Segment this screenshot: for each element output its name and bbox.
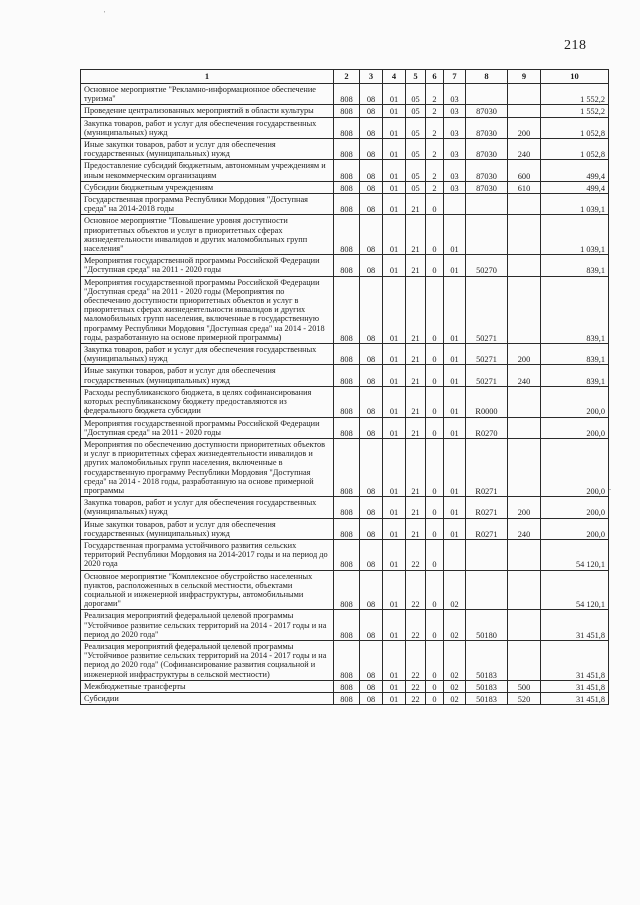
code-section-cell: 08: [360, 610, 383, 641]
table-row: [81, 610, 609, 641]
code-subsection-cell: 01: [383, 344, 406, 365]
code-activity-cell: 02: [444, 640, 466, 680]
code-subsection-cell: 01: [383, 181, 406, 193]
table-row: [81, 194, 609, 215]
code-expense-type-cell: [508, 570, 541, 610]
row-name-cell: Основное мероприятие "Повышение уровня доступности приоритетных объектов и услуг в приоритетных сферах жизнедеятельности инвалидов и других маломобильных групп населения": [81, 215, 334, 255]
code-direction-cell: 50271: [466, 344, 508, 365]
code-ministry-cell: 808: [334, 680, 360, 692]
header-col-9: 9: [508, 70, 541, 84]
row-name-cell: Иные закупки товаров, работ и услуг для обеспечения государственных (муниципальных) нужд: [81, 365, 334, 386]
code-ministry-cell: 808: [334, 640, 360, 680]
code-expense-type-cell: [508, 194, 541, 215]
code-subsection-cell: 01: [383, 117, 406, 138]
code-subprogram-cell: 0: [426, 610, 444, 641]
code-program-cell: 22: [406, 539, 426, 570]
code-activity-cell: 01: [444, 344, 466, 365]
header-col-5: 5: [406, 70, 426, 84]
header-col-3: 3: [360, 70, 383, 84]
table-row: [81, 518, 609, 539]
code-subsection-cell: 01: [383, 497, 406, 518]
code-expense-type-cell: [508, 539, 541, 570]
table-row: [81, 539, 609, 570]
code-section-cell: 08: [360, 344, 383, 365]
row-name-cell: Основное мероприятие "Рекламно-информационное обеспечение туризма": [81, 84, 334, 105]
amount-cell: 1 552,2: [541, 105, 609, 117]
code-direction-cell: [466, 194, 508, 215]
code-ministry-cell: 808: [334, 518, 360, 539]
code-subprogram-cell: 0: [426, 194, 444, 215]
budget-table: [80, 69, 609, 705]
row-name-cell: Иные закупки товаров, работ и услуг для обеспечения государственных (муниципальных) нужд: [81, 518, 334, 539]
code-subsection-cell: 01: [383, 194, 406, 215]
code-section-cell: 08: [360, 539, 383, 570]
code-subprogram-cell: 0: [426, 570, 444, 610]
code-expense-type-cell: 200: [508, 497, 541, 518]
code-program-cell: 05: [406, 84, 426, 105]
row-name-cell: Государственная программа устойчивого развития сельских территорий Республики Мордовия на 2014-2017 годы и на период до 2020 года: [81, 539, 334, 570]
amount-cell: 200,0: [541, 438, 609, 496]
code-subprogram-cell: 0: [426, 518, 444, 539]
code-ministry-cell: 808: [334, 497, 360, 518]
code-section-cell: 08: [360, 139, 383, 160]
code-subprogram-cell: 0: [426, 640, 444, 680]
code-program-cell: 21: [406, 386, 426, 417]
code-program-cell: 22: [406, 680, 426, 692]
amount-cell: 31 451,8: [541, 610, 609, 641]
code-subsection-cell: 01: [383, 438, 406, 496]
code-program-cell: 21: [406, 365, 426, 386]
row-name-cell: Закупка товаров, работ и услуг для обеспечения государственных (муниципальных) нужд: [81, 497, 334, 518]
code-expense-type-cell: [508, 640, 541, 680]
table-row: [81, 181, 609, 193]
row-name-cell: Реализация мероприятий федеральной целевой программы "Устойчивое развитие сельских территорий на 2014 - 2017 годы и на период до 2020 года": [81, 610, 334, 641]
code-activity-cell: 02: [444, 692, 466, 704]
code-program-cell: 21: [406, 438, 426, 496]
scan-dot: .: [609, 483, 611, 492]
code-program-cell: 21: [406, 194, 426, 215]
code-section-cell: 08: [360, 518, 383, 539]
code-subprogram-cell: 0: [426, 692, 444, 704]
code-section-cell: 08: [360, 438, 383, 496]
row-name-cell: Реализация мероприятий федеральной целевой программы "Устойчивое развитие сельских территорий на 2014 - 2017 годы и на период до 2020 года" (Софинансирование развития социальной и инженерной инфраструктуры в сельской местности): [81, 640, 334, 680]
table-row: [81, 438, 609, 496]
code-subprogram-cell: 0: [426, 386, 444, 417]
code-ministry-cell: 808: [334, 194, 360, 215]
code-program-cell: 22: [406, 640, 426, 680]
amount-cell: 200,0: [541, 518, 609, 539]
code-section-cell: 08: [360, 255, 383, 276]
table-header-row: [81, 70, 609, 84]
code-activity-cell: 01: [444, 215, 466, 255]
code-ministry-cell: 808: [334, 610, 360, 641]
code-expense-type-cell: 610: [508, 181, 541, 193]
code-subprogram-cell: 0: [426, 255, 444, 276]
code-expense-type-cell: 240: [508, 365, 541, 386]
code-section-cell: 08: [360, 570, 383, 610]
header-col-6: 6: [426, 70, 444, 84]
table-row: [81, 692, 609, 704]
code-program-cell: 21: [406, 276, 426, 343]
code-subprogram-cell: 0: [426, 438, 444, 496]
amount-cell: 200,0: [541, 386, 609, 417]
code-subsection-cell: 01: [383, 215, 406, 255]
code-direction-cell: 50183: [466, 640, 508, 680]
table-row: [81, 680, 609, 692]
code-ministry-cell: 808: [334, 139, 360, 160]
code-section-cell: 08: [360, 194, 383, 215]
code-ministry-cell: 808: [334, 539, 360, 570]
code-ministry-cell: 808: [334, 438, 360, 496]
code-direction-cell: [466, 84, 508, 105]
code-section-cell: 08: [360, 160, 383, 181]
code-ministry-cell: 808: [334, 276, 360, 343]
code-subsection-cell: 01: [383, 84, 406, 105]
code-subprogram-cell: 0: [426, 276, 444, 343]
code-expense-type-cell: 200: [508, 117, 541, 138]
row-name-cell: Мероприятия государственной программы Российской Федерации "Доступная среда" на 2011 - 2020 годы: [81, 255, 334, 276]
code-program-cell: 22: [406, 570, 426, 610]
code-subprogram-cell: 2: [426, 139, 444, 160]
code-ministry-cell: 808: [334, 84, 360, 105]
code-activity-cell: 01: [444, 417, 466, 438]
code-ministry-cell: 808: [334, 181, 360, 193]
code-subsection-cell: 01: [383, 365, 406, 386]
amount-cell: 200,0: [541, 497, 609, 518]
code-activity-cell: 03: [444, 117, 466, 138]
code-ministry-cell: 808: [334, 215, 360, 255]
header-col-2: 2: [334, 70, 360, 84]
table-row: [81, 84, 609, 105]
code-activity-cell: 01: [444, 365, 466, 386]
code-subprogram-cell: 2: [426, 105, 444, 117]
row-name-cell: Межбюджетные трансферты: [81, 680, 334, 692]
code-ministry-cell: 808: [334, 344, 360, 365]
table-row: [81, 105, 609, 117]
code-activity-cell: 03: [444, 181, 466, 193]
header-col-1: 1: [81, 70, 334, 84]
amount-cell: 839,1: [541, 255, 609, 276]
table-row: [81, 139, 609, 160]
code-activity-cell: [444, 194, 466, 215]
code-program-cell: 21: [406, 497, 426, 518]
code-subprogram-cell: 0: [426, 365, 444, 386]
code-subsection-cell: 01: [383, 160, 406, 181]
code-activity-cell: 02: [444, 680, 466, 692]
scan-mark: ': [104, 10, 106, 18]
table-row: [81, 417, 609, 438]
code-activity-cell: 02: [444, 570, 466, 610]
row-name-cell: Мероприятия по обеспечению доступности приоритетных объектов и услуг в приоритетных сферах жизнедеятельности инвалидов и других маломобильных групп населения, включенные в государственную программу Республики Мордовия "Доступная среда" на 2014 - 2018 годы, разработанную на основе примерной программы: [81, 438, 334, 496]
table-row: [81, 117, 609, 138]
code-direction-cell: 87030: [466, 117, 508, 138]
code-subprogram-cell: 2: [426, 181, 444, 193]
amount-cell: 31 451,8: [541, 692, 609, 704]
amount-cell: 200,0: [541, 417, 609, 438]
code-program-cell: 22: [406, 692, 426, 704]
code-section-cell: 08: [360, 215, 383, 255]
table-row: [81, 160, 609, 181]
amount-cell: 1 052,8: [541, 117, 609, 138]
header-col-8: 8: [466, 70, 508, 84]
code-subsection-cell: 01: [383, 692, 406, 704]
code-direction-cell: [466, 539, 508, 570]
row-name-cell: Государственная программа Республики Мордовия "Доступная среда" на 2014-2018 годы: [81, 194, 334, 215]
code-program-cell: 21: [406, 215, 426, 255]
code-activity-cell: 01: [444, 386, 466, 417]
code-subprogram-cell: 0: [426, 417, 444, 438]
code-subsection-cell: 01: [383, 386, 406, 417]
code-direction-cell: 50271: [466, 365, 508, 386]
code-section-cell: 08: [360, 386, 383, 417]
page-number: 218: [564, 38, 587, 53]
code-direction-cell: 50183: [466, 692, 508, 704]
code-section-cell: 08: [360, 365, 383, 386]
code-direction-cell: R0271: [466, 497, 508, 518]
row-name-cell: Закупка товаров, работ и услуг для обеспечения государственных (муниципальных) нужд: [81, 117, 334, 138]
code-subsection-cell: 01: [383, 255, 406, 276]
code-section-cell: 08: [360, 117, 383, 138]
code-direction-cell: 50271: [466, 276, 508, 343]
code-section-cell: 08: [360, 181, 383, 193]
code-program-cell: 05: [406, 105, 426, 117]
code-direction-cell: [466, 215, 508, 255]
code-direction-cell: R0271: [466, 438, 508, 496]
code-activity-cell: 01: [444, 438, 466, 496]
code-subsection-cell: 01: [383, 680, 406, 692]
code-subprogram-cell: 2: [426, 117, 444, 138]
code-expense-type-cell: 240: [508, 518, 541, 539]
code-ministry-cell: 808: [334, 417, 360, 438]
code-ministry-cell: 808: [334, 692, 360, 704]
code-section-cell: 08: [360, 680, 383, 692]
table-row: [81, 640, 609, 680]
table-row: [81, 215, 609, 255]
code-direction-cell: 87030: [466, 181, 508, 193]
code-expense-type-cell: [508, 105, 541, 117]
table-row: [81, 255, 609, 276]
code-expense-type-cell: [508, 276, 541, 343]
code-program-cell: 21: [406, 518, 426, 539]
code-ministry-cell: 808: [334, 160, 360, 181]
code-expense-type-cell: [508, 255, 541, 276]
row-name-cell: Иные закупки товаров, работ и услуг для обеспечения государственных (муниципальных) нужд: [81, 139, 334, 160]
code-direction-cell: 50270: [466, 255, 508, 276]
code-expense-type-cell: 500: [508, 680, 541, 692]
code-direction-cell: 87030: [466, 160, 508, 181]
header-col-4: 4: [383, 70, 406, 84]
code-section-cell: 08: [360, 640, 383, 680]
code-section-cell: 08: [360, 497, 383, 518]
code-section-cell: 08: [360, 84, 383, 105]
amount-cell: 31 451,8: [541, 680, 609, 692]
row-name-cell: Проведение централизованных мероприятий в области культуры: [81, 105, 334, 117]
code-expense-type-cell: [508, 610, 541, 641]
code-ministry-cell: 808: [334, 255, 360, 276]
table-row: [81, 386, 609, 417]
table-row: [81, 344, 609, 365]
row-name-cell: Мероприятия государственной программы Российской Федерации "Доступная среда" на 2011 - 2020 годы: [81, 417, 334, 438]
amount-cell: 499,4: [541, 160, 609, 181]
code-section-cell: 08: [360, 692, 383, 704]
code-subsection-cell: 01: [383, 570, 406, 610]
code-direction-cell: 87030: [466, 139, 508, 160]
table-row: [81, 276, 609, 343]
code-activity-cell: 01: [444, 497, 466, 518]
amount-cell: 839,1: [541, 365, 609, 386]
code-activity-cell: 01: [444, 518, 466, 539]
code-subprogram-cell: 2: [426, 84, 444, 105]
amount-cell: 1 552,2: [541, 84, 609, 105]
code-activity-cell: [444, 539, 466, 570]
code-direction-cell: [466, 570, 508, 610]
amount-cell: 1 039,1: [541, 215, 609, 255]
code-activity-cell: 02: [444, 610, 466, 641]
code-program-cell: 05: [406, 160, 426, 181]
code-program-cell: 05: [406, 117, 426, 138]
code-program-cell: 22: [406, 610, 426, 641]
table-row: [81, 497, 609, 518]
code-expense-type-cell: [508, 438, 541, 496]
code-expense-type-cell: [508, 215, 541, 255]
code-program-cell: 05: [406, 139, 426, 160]
code-subsection-cell: 01: [383, 276, 406, 343]
code-subprogram-cell: 2: [426, 160, 444, 181]
amount-cell: 1 039,1: [541, 194, 609, 215]
code-subsection-cell: 01: [383, 539, 406, 570]
header-col-7: 7: [444, 70, 466, 84]
row-name-cell: Расходы республиканского бюджета, в целях софинансирования которых республиканскому бюджету предоставляются из федерального бюджета субсидии: [81, 386, 334, 417]
code-subprogram-cell: 0: [426, 680, 444, 692]
code-section-cell: 08: [360, 105, 383, 117]
code-expense-type-cell: 520: [508, 692, 541, 704]
table-row: [81, 365, 609, 386]
code-subprogram-cell: 0: [426, 344, 444, 365]
code-subprogram-cell: 0: [426, 539, 444, 570]
code-section-cell: 08: [360, 276, 383, 343]
code-direction-cell: R0271: [466, 518, 508, 539]
code-subsection-cell: 01: [383, 610, 406, 641]
code-expense-type-cell: [508, 386, 541, 417]
code-program-cell: 21: [406, 344, 426, 365]
code-ministry-cell: 808: [334, 365, 360, 386]
code-subsection-cell: 01: [383, 139, 406, 160]
row-name-cell: Мероприятия государственной программы Российской Федерации "Доступная среда" на 2011 - 2020 годы (Мероприятия по обеспечению доступности приоритетных объектов и услуг в приоритетных сферах жизнедеятельности инвалидов и других маломобильных групп населения, включенные в государственную программу Республики Мордовия "Доступная среда" на 2014 - 2018 годы, разработанную на основе примерной программы): [81, 276, 334, 343]
row-name-cell: Основное мероприятие "Комплексное обустройство населенных пунктов, расположенных в сельской местности, объектами социальной и инженерной инфраструктуры, автомобильными дорогами": [81, 570, 334, 610]
row-name-cell: Предоставление субсидий бюджетным, автономным учреждениям и иным некоммерческим организациям: [81, 160, 334, 181]
header-col-10: 10: [541, 70, 609, 84]
amount-cell: 839,1: [541, 344, 609, 365]
code-activity-cell: 01: [444, 276, 466, 343]
code-direction-cell: 87030: [466, 105, 508, 117]
amount-cell: 839,1: [541, 276, 609, 343]
code-subsection-cell: 01: [383, 518, 406, 539]
code-ministry-cell: 808: [334, 570, 360, 610]
amount-cell: 499,4: [541, 181, 609, 193]
code-program-cell: 05: [406, 181, 426, 193]
code-activity-cell: 01: [444, 255, 466, 276]
code-program-cell: 21: [406, 255, 426, 276]
code-ministry-cell: 808: [334, 386, 360, 417]
code-direction-cell: R0000: [466, 386, 508, 417]
amount-cell: 54 120,1: [541, 539, 609, 570]
code-activity-cell: 03: [444, 105, 466, 117]
code-subsection-cell: 01: [383, 105, 406, 117]
amount-cell: 31 451,8: [541, 640, 609, 680]
table-row: [81, 570, 609, 610]
row-name-cell: Субсидии: [81, 692, 334, 704]
code-expense-type-cell: 200: [508, 344, 541, 365]
code-expense-type-cell: [508, 417, 541, 438]
code-activity-cell: 03: [444, 139, 466, 160]
row-name-cell: Закупка товаров, работ и услуг для обеспечения государственных (муниципальных) нужд: [81, 344, 334, 365]
code-subprogram-cell: 0: [426, 497, 444, 518]
code-activity-cell: 03: [444, 160, 466, 181]
code-program-cell: 21: [406, 417, 426, 438]
code-section-cell: 08: [360, 417, 383, 438]
code-expense-type-cell: [508, 84, 541, 105]
code-direction-cell: 50183: [466, 680, 508, 692]
code-activity-cell: 03: [444, 84, 466, 105]
row-name-cell: Субсидии бюджетным учреждениям: [81, 181, 334, 193]
code-direction-cell: R0270: [466, 417, 508, 438]
amount-cell: 54 120,1: [541, 570, 609, 610]
amount-cell: 1 052,8: [541, 139, 609, 160]
code-expense-type-cell: 240: [508, 139, 541, 160]
code-ministry-cell: 808: [334, 117, 360, 138]
code-direction-cell: 50180: [466, 610, 508, 641]
code-subprogram-cell: 0: [426, 215, 444, 255]
code-subsection-cell: 01: [383, 640, 406, 680]
code-expense-type-cell: 600: [508, 160, 541, 181]
code-ministry-cell: 808: [334, 105, 360, 117]
code-subsection-cell: 01: [383, 417, 406, 438]
